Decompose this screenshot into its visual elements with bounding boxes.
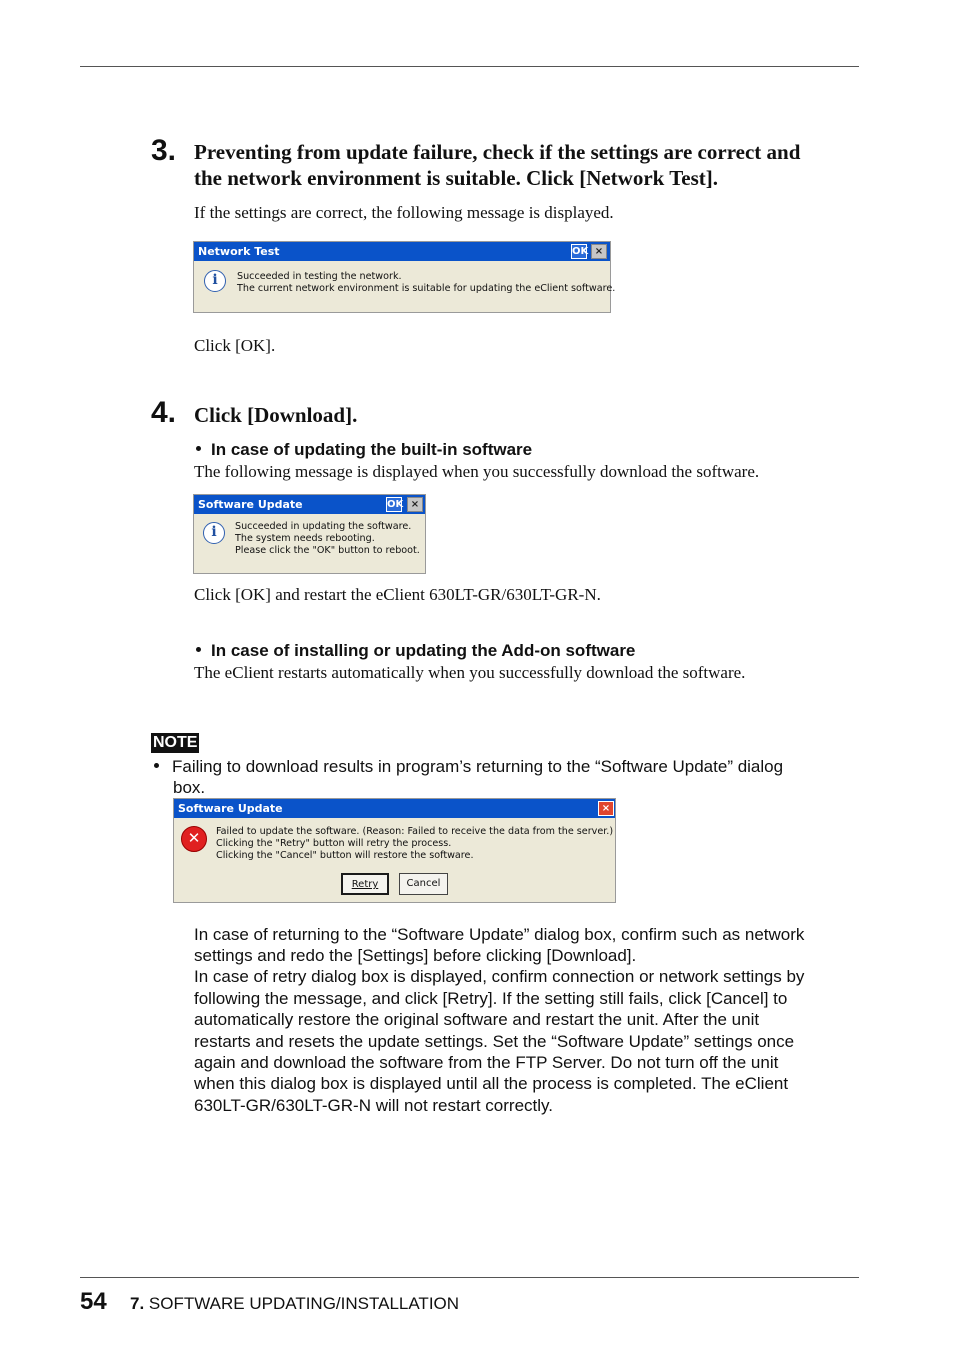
bullet-built-in-text: The following message is displayed when you successfully download the software. [194,462,760,481]
dialog-title: Software Update [194,495,425,514]
note-para-line: again and download the software from the FTP Server. Do not turn off the unit [194,1053,779,1072]
bottom-rule [80,1277,859,1278]
error-icon: ✕ [181,826,207,852]
retry-button[interactable]: Retry [341,873,389,895]
dialog-message-line2: The current network environment is suitable for updating the eClient software. [237,283,616,294]
network-test-dialog [193,241,616,313]
step-3-heading-line1: Preventing from update failure, check if the settings are correct and [194,140,801,164]
page-number: 54 [80,1288,107,1315]
note-para-line: restarts and resets the update settings. Set the “Software Update” settings once [194,1032,795,1051]
dialog-message-line1: Succeeded in updating the software. [235,521,412,532]
dialog-message-line2: Clicking the "Retry" button will retry the process. [216,838,452,849]
dialog-message-line1: Succeeded in testing the network. [237,271,402,282]
step-3-intro: If the settings are correct, the following message is displayed. [194,203,614,222]
dialog-message-line2: The system needs rebooting. [235,533,375,544]
cancel-button[interactable]: Cancel [399,873,448,895]
info-icon: i [203,522,225,544]
software-update-error-dialog [173,798,616,903]
bullet-dot [196,446,201,451]
bullet-add-on-heading: In case of installing or updating the Add-on software [211,641,636,660]
dialog-message-line3: Please click the "OK" button to reboot. [235,545,420,556]
info-icon: i [204,270,226,292]
top-rule [80,66,859,67]
note-para-line: In case of retry dialog box is displayed, confirm connection or network settings by [194,967,805,986]
step-3-heading-line2: the network environment is suitable. Click [Network Test]. [194,166,719,190]
close-icon[interactable]: × [407,497,423,512]
step-4-heading: Click [Download]. [194,403,358,427]
software-update-success-dialog [193,494,426,574]
note-bullet-line1: Failing to download results in program’s returning to the “Software Update” dialog [172,757,784,776]
step-4-number: 4. [151,396,177,429]
ok-title-button[interactable]: OK [572,246,589,257]
bullet-built-in [196,439,532,461]
note-para-line: 630LT-GR/630LT-GR-N will not restart correctly. [194,1096,553,1115]
bullet-dot [196,647,201,652]
dialog-title: Software Update [174,799,615,818]
bullet-built-in-heading: In case of updating the built-in software [211,440,533,459]
chapter-footer [130,1294,459,1314]
ok-title-button[interactable]: OK [387,499,404,510]
bullet-add-on [196,640,635,662]
note-para-line: settings and redo the [Settings] before clicking [Download]. [194,946,637,965]
note-para-line: when this dialog box is displayed until all the process is completed. The eClient [194,1074,789,1093]
dialog-title: Network Test [194,242,610,261]
step-4-after: Click [OK] and restart the eClient 630LT-GR/630LT-GR-N. [194,585,601,604]
note-para-line: automatically restore the original software and restart the unit. After the unit [194,1010,760,1029]
note-para-line: following the message, and click [Retry]. If the setting still fails, click [Cancel] to [194,989,788,1008]
bullet-dot [154,763,159,768]
dialog-message-line1: Failed to update the software. (Reason: Failed to receive the data from the server.) [216,826,614,837]
chapter-title: SOFTWARE UPDATING/INSTALLATION [148,1294,460,1313]
chapter-number: 7. [130,1294,145,1313]
note-bullet [154,756,783,777]
note-bullet-line2: box. [173,778,206,797]
close-icon[interactable]: × [591,244,607,259]
step-3-after: Click [OK]. [194,336,276,355]
step-3-number: 3. [151,134,177,167]
bullet-add-on-text: The eClient restarts automatically when you successfully download the software. [194,663,746,682]
note-label: NOTE [153,734,198,751]
note-para-line: In case of returning to the “Software Update” dialog box, confirm such as network [194,925,805,944]
dialog-message-line3: Clicking the "Cancel" button will restore the software. [216,850,474,861]
close-icon[interactable]: × [598,801,614,816]
